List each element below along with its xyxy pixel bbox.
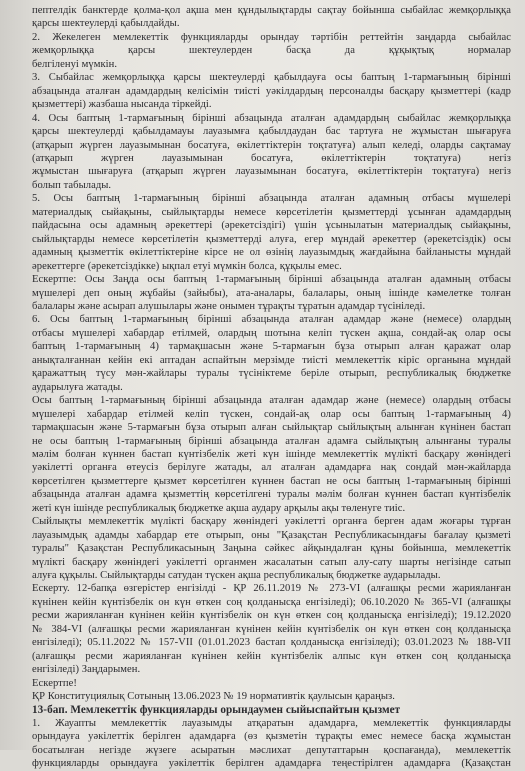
text-line: жұмыстан шығаруға (атқарып жүрген лауазымынан босатуға, өкілеттіктерін тоқтатуға) негіз [32, 166, 511, 178]
text-line: босатылған негізде жүзеге асыратын мәслихат депутаттарын қоспағанда), мемлекеттік [32, 744, 511, 756]
text-line: анықталғаннан кейін екі аптадан аспайтын мерзімде тиісті мемлекеттік кіріс органына мұндай [32, 354, 511, 366]
text-line: аударылуға жатады. [32, 381, 123, 393]
text-line: Ескерту. 12-бапқа өзгерістер енгізілді - ҚР 26.11.2019 № 273-VI (алғашқы ресми жарияланған [32, 583, 511, 595]
text-line: мәлім болған күннен бастап күнтізбелік жеті күн ішінде мемлекеттік мүлікті басқару жөніндегі [32, 448, 511, 460]
text-line: енгізіледі); 05.11.2022 № 157-VII (01.01.2023 бастап қолданысқа енгізіледі); 03.01.2023 № 188-VII [32, 637, 511, 649]
text-line: ҚР Конституциялық Сотының 13.06.2023 № 19 нормативтік қаулысын қараңыз. [32, 691, 395, 703]
text-line: 1. Жауапты мемлекеттік лауазымды атқаратын адамдарға, мемлекеттік функцияларды [32, 718, 511, 730]
text-line: сыйлықтарды немесе көрсетілетін қызметтерді алуға, егер мұндай әрекеттер (әрекетсіздік) осы [32, 233, 511, 245]
text-line: абзацында аталған адамдардың келісімін тиісті уәкілдардың персоналды басқару қызметтері (кадр [32, 85, 511, 97]
text-line: қызметтері) жазбаша нысанда тіркейді. [32, 99, 212, 111]
text-line: 5. Осы баптың 1-тармағының бірінші абзацында аталған адамның отбасы мүшелері [32, 193, 511, 205]
text-line: көрсетілген қызметтерге қызмет көрсетілген күннен бастап не осы баптың 1-тармағының бірінші [32, 475, 511, 487]
text-line: 2. Жекелеген мемлекеттік функцияларды орындау тәртібін реттейтін заңдарда сыбайлас [32, 31, 511, 43]
text-line: уәкілетті органға өтеусіз берілуге жатады, ал аталған адамдарға нақ сондай мән-жайларда [32, 462, 511, 474]
text-line: тармақшасын және 5-тармағын бұза отырып алған сыйлықтар сыйлықтың алынған күнінен бастап [32, 422, 511, 434]
text-line: күнінен кейін күнтізбелік он күн өткен соң қолданысқа енгізіледі); 06.10.2020 № 365-VI (алғашқы [32, 596, 511, 608]
text-line: қаражаттың түсу мән-жайлары туралы түсініктеме беріле отырып, республикалық бюджетке [32, 368, 511, 380]
text-line: отбасы мүшелері хабардар етілмей, олардың шотына келіп түскен ақша, сондай-ақ олар осы [32, 327, 511, 339]
text-line: адамның қызметтік өкілеттіктеріне кірсе не ол өзінің лауазымдық жағдайына байланысты мұндай [32, 247, 511, 259]
text-line: (алғашқы ресми жарияланған күнінен кейін күнтізбелік алпыс күн өткен соң қолданысқа [32, 650, 511, 662]
text-line: мүшелері деп оның жұбайы (зайыбы), ата-аналары, балалары, оның ішінде кәмелетке толған [32, 287, 511, 299]
text-line: Осы баптың 1-тармағының бірінші абзацында аталған адамдар және (немесе) олардың отбасы [32, 395, 511, 407]
text-line: балалары және асырап алушылары және онымен тұрақты тұратын адамдар түсініледі. [32, 300, 426, 312]
text-line: енгізіледі) Заңдарымен. [32, 664, 141, 676]
text-line: ресми жарияланған күнінен кейін күнтізбелік он күн өткен соң қолданысқа енгізіледі); 19.12.2020 [32, 610, 511, 622]
text-line: лауазымдық адамды хабардар ете отырып, оны "Қазақстан Республикасындағы бағалау қызметі [32, 529, 511, 541]
text-line: абзацында аталған адамға қызметтің көрсетілгені туралы мәлім болған күннен бастап күнтізбелік [32, 489, 511, 501]
text-line: материалдық сыйақыны, сыйлықтарды немесе көрсетілетін қызметтерді ұсынған адамдардың [32, 206, 511, 218]
text-line: әрекеттерге (әрекетсіздікке) ықпал етуі мүмкін болса, құқылы емес. [32, 260, 342, 272]
text-line: баптың 1-тармағының 4) тармақшасын және 5-тармағын бұза отырып алған қаражат олар [32, 341, 511, 353]
text-line: болып табылады. [32, 179, 112, 191]
text-line: № 384-VI (алғашқы ресми жарияланған күнінен кейін күнтізбелік он күн өткен соң қолданысқа [32, 623, 511, 635]
text-line: жемқорлыққа қарсы шектеулерден басқа да құқықтық нормалар [32, 45, 511, 57]
text-line: мүшелері хабардар етілмей келіп түскен, сондай-ақ олар осы баптың 1-тармағының 4) [32, 408, 511, 420]
text-line: 4. Осы баптың 1-тармағының бірінші абзацында аталған адамдардың сыбайлас жемқорлыққа [32, 112, 511, 124]
text-line: алуға құқылы. Сыйлықтарды сатудан түскен ақша республикалық бюджетке аударылады. [32, 570, 441, 582]
text-line: функцияларды орындауға уәкілеттік берілген адамдарға теңестірілген адамдарға (Қазақстан [32, 758, 511, 770]
article-heading: 13-бап. Мемлекеттік функцияларды орындаумен сыйыспайтын қызмет [32, 703, 401, 716]
text-line: қарсы шектеулерді қабылдайды. [32, 18, 180, 30]
text-line: не осы баптың 1-тармағының бірінші абзацында аталған адамға сыйлықтың алынғаны туралы [32, 435, 511, 447]
text-line: жеті күн ішінде республикалық бюджетке ақша аудару арқылы ақы төленуге тиіс. [32, 502, 406, 514]
text-line: 3. Сыбайлас жемқорлыққа қарсы шектеулерді қабылдауға осы баптың 1-тармағының бірінші [32, 72, 511, 84]
text-line: мүлікті басқару жөніндегі уәкілетті органмен жасалатын сатып алу-сату шарты негізінде сатып [32, 556, 511, 568]
text-line: (атқарып жүрген лауазымынан босатуға, өкілеттіктерін тоқтатуға) негіз [32, 152, 511, 164]
text-line: қарсы шектеулерді қабылдамауы лауазымға қабылдаудан бас тартуға не жұмыстан шығаруға [32, 126, 511, 138]
text-line: белгіленуі мүмкін. [32, 58, 118, 70]
text-line: Ескертпе! [32, 677, 77, 689]
text-line: туралы" Қазақстан Республикасының Заңына сәйкес айқындалған құны бойынша, мемлекеттік [32, 543, 511, 555]
text-line: Ескертпе: Осы Заңда осы баптың 1-тармағының бірінші абзацында аталған адамның отбасы [32, 274, 511, 286]
text-line: (атқарып жүрген лауазымынан босатуға, өкілеттіктерін тоқтатуға) алып келеді, оларды сақтамау [32, 139, 511, 151]
text-line: орындауға уәкілеттік берілген адамдарға (өз қызметін тұрақты емес немесе басқа жұмыстан [32, 731, 511, 743]
text-line: пептелдік банктерде қолма-қол ақша мен құндылықтарды сақтау бойынша сыбайлас жемқорлыққа [32, 5, 511, 16]
text-line: пайдасына осы адамның әрекеттері (әрекетсіздігі) үшін ұсынылатын материалдық сыйақыны, [32, 220, 511, 232]
text-line: Сыйлықты мемлекеттік мүлікті басқару жөніндегі уәкілетті органға берген адам жоғары тұрған [32, 516, 511, 528]
text-line: 6. Осы баптың 1-тармағының бірінші абзацында аталған адамдар және (немесе) олардың [32, 314, 511, 326]
